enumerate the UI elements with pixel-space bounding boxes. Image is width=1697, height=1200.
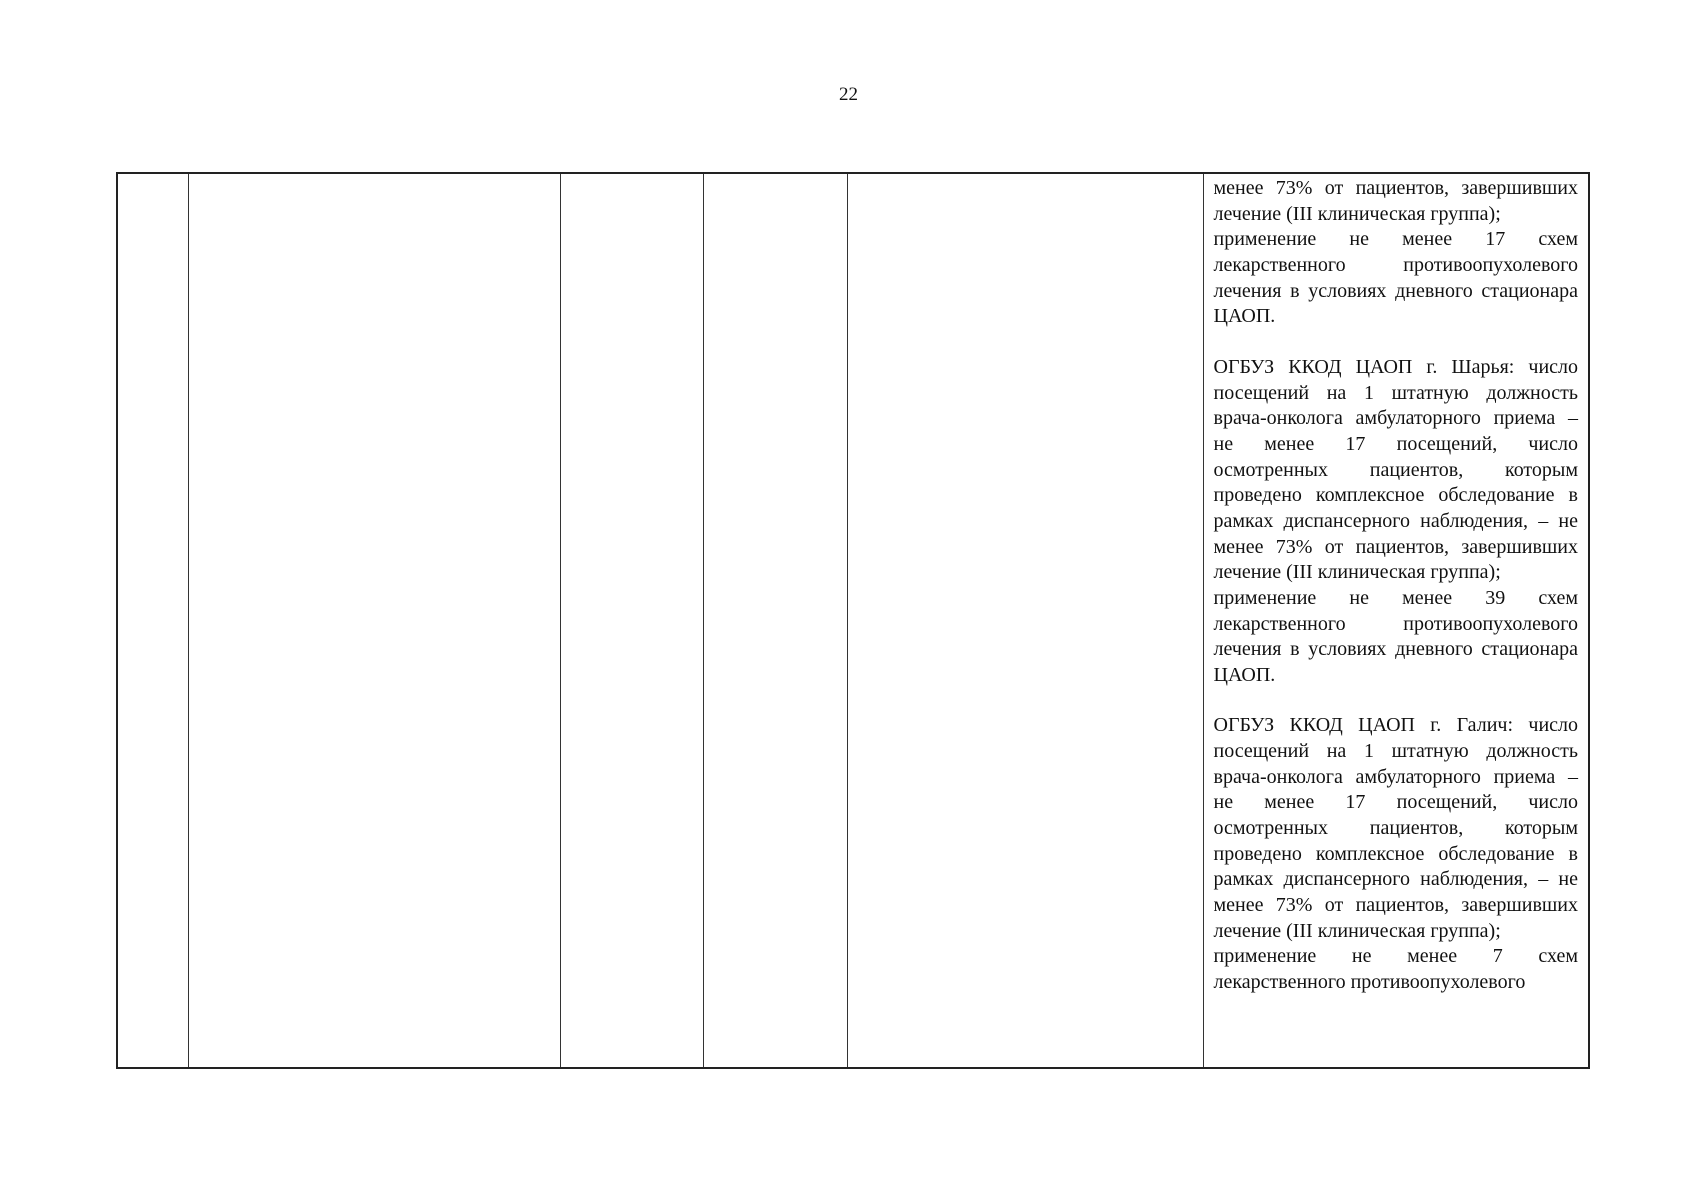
- indicator-paragraph: менее 73% от пациентов, завершивших лечение (III клиническая группа);: [1213, 177, 1578, 225]
- table-cell-col-2: [188, 173, 560, 1068]
- indicator-paragraph: ОГБУЗ ККОД ЦАОП г. Шарья: число посещений на 1 штатную должность врача-онколога амбулаторного приема – не менее 17 посещений, число осмотренных пациентов, которым проведено комплексное обследование в рамках диспансерного наблюдения, – не менее 73% от пациентов, завершивших лечение (III клиническая группа);: [1213, 355, 1578, 584]
- table-cell-indicators: [1203, 173, 1589, 1068]
- indicator-paragraph: применение не менее 17 схем лекарственного противоопухолевого лечения в условиях дневного стационара ЦАОП.: [1213, 228, 1578, 328]
- indicator-paragraph: применение не менее 39 схем лекарственного противоопухолевого лечения в условиях дневного стационара ЦАОП.: [1213, 586, 1578, 686]
- document-table: [116, 172, 1590, 1069]
- table-cell-col-5: [847, 173, 1203, 1068]
- table-cell-col-4: [703, 173, 847, 1068]
- table-row: [117, 173, 1589, 1068]
- indicator-paragraph: применение не менее 7 схем лекарственного противоопухолевого: [1213, 945, 1578, 994]
- indicator-paragraph: ОГБУЗ ККОД ЦАОП г. Галич: число посещений на 1 штатную должность врача-онколога амбулаторного приема – не менее 17 посещений, число осмотренных пациентов, которым проведено комплексное обследование в рамках диспансерного наблюдения, – не менее 73% от пациентов, завершивших лечение (III клиническая группа);: [1213, 714, 1578, 942]
- table-cell-col-3: [560, 173, 703, 1068]
- table-cell-col-1: [117, 173, 188, 1068]
- page-number: 22: [839, 84, 858, 105]
